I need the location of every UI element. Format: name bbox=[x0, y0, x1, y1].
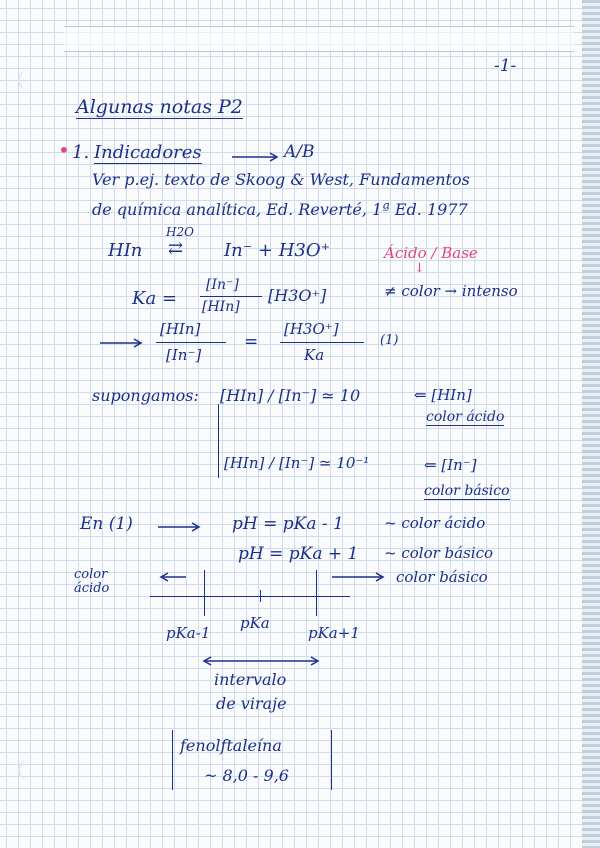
in-eq1-lead: En (1) bbox=[80, 514, 133, 534]
ka-denominator: [HIn] bbox=[202, 299, 240, 315]
left-arrow-icon bbox=[158, 572, 188, 582]
tick-right-label: pKa+1 bbox=[308, 624, 360, 642]
tick-left-line bbox=[204, 570, 205, 616]
suppose-lead: supongamos: bbox=[92, 386, 199, 405]
ratio-num-left: [HIn] bbox=[160, 320, 201, 338]
ka-lhs: Ka = bbox=[132, 288, 177, 309]
equilibrium-solvent: H2O bbox=[166, 225, 194, 239]
color-intensity-note: ≠ color → intenso bbox=[384, 282, 518, 300]
section-heading: Indicadores bbox=[94, 142, 202, 163]
equilibrium-reactant: HIn bbox=[108, 240, 143, 261]
page-title: Algunas notas P2 bbox=[76, 96, 243, 118]
page-number: -1- bbox=[494, 56, 517, 76]
header-band bbox=[64, 26, 574, 52]
double-arrow-icon bbox=[202, 656, 320, 666]
case-2-note: ⇐ [In⁻] bbox=[424, 456, 477, 474]
binder-hole bbox=[18, 70, 36, 90]
ka-fraction-bar bbox=[200, 296, 262, 297]
ph-high-color: ~ color básico bbox=[384, 544, 494, 562]
case-1-condition: [HIn] / [In⁻] ≃ 10 bbox=[220, 386, 361, 405]
scale-right-label: color básico bbox=[396, 568, 488, 586]
heading-result: A/B bbox=[284, 142, 315, 162]
scale-left-label-1: color bbox=[74, 567, 108, 582]
ratio-num-right: [H3O⁺] bbox=[284, 320, 339, 338]
ratio-bar-right bbox=[280, 342, 364, 343]
ratio-den-left: [In⁻] bbox=[166, 346, 202, 364]
right-arrow-icon bbox=[158, 522, 204, 532]
page-edge bbox=[582, 0, 600, 848]
equilibrium-products: In⁻ + H3O⁺ bbox=[224, 240, 331, 261]
ph-low-color: ~ color ácido bbox=[384, 514, 486, 532]
tick-left-label: pKa-1 bbox=[166, 624, 211, 642]
reference-line-2: de química analítica, Ed. Reverté, 1ª Ed. 1977 bbox=[92, 200, 468, 219]
interval-label-2: de viraje bbox=[216, 694, 287, 713]
ratio-equals: = bbox=[244, 332, 259, 352]
down-arrow-icon: ↓ bbox=[414, 261, 425, 276]
indicator-name: fenolftaleína bbox=[180, 736, 282, 755]
case-2-label: color básico bbox=[424, 483, 510, 499]
tick-mid-label: pKa bbox=[240, 614, 270, 632]
acid-base-note: Ácido / Base bbox=[384, 244, 478, 262]
equilibrium-double-arrow-icon: ⇄ bbox=[168, 238, 184, 259]
ph-scale-axis bbox=[150, 596, 350, 597]
right-arrow-icon bbox=[100, 338, 146, 348]
ka-numerator: [In⁻] bbox=[206, 277, 239, 293]
interval-label-1: intervalo bbox=[214, 670, 287, 689]
indicator-range: ~ 8,0 - 9,6 bbox=[204, 766, 289, 785]
binder-hole bbox=[18, 760, 36, 780]
ka-rhs: [H3O⁺] bbox=[268, 286, 327, 305]
right-arrow-icon bbox=[332, 572, 388, 582]
case-2-condition: [HIn] / [In⁻] ≃ 10⁻¹ bbox=[224, 454, 370, 472]
reference-line-1: Ver p.ej. texto de Skoog & West, Fundamentos bbox=[92, 170, 470, 189]
bullet-mark: • bbox=[58, 138, 70, 162]
case-bracket bbox=[218, 404, 219, 478]
right-arrow-icon bbox=[232, 152, 282, 162]
equation-tag: (1) bbox=[380, 333, 399, 348]
tick-right-line bbox=[316, 570, 317, 616]
section-number: 1. bbox=[72, 142, 90, 163]
case-1-note: ⇐ [HIn] bbox=[414, 386, 472, 404]
scale-left-label-2: ácido bbox=[74, 581, 110, 596]
ph-low-formula: pH = pKa - 1 bbox=[232, 514, 344, 534]
tick-mid-line bbox=[260, 590, 261, 602]
ratio-den-right: Ka bbox=[304, 346, 325, 364]
ratio-bar-left bbox=[156, 342, 226, 343]
case-1-label: color ácido bbox=[426, 409, 505, 425]
ph-high-formula: pH = pKa + 1 bbox=[238, 544, 359, 564]
